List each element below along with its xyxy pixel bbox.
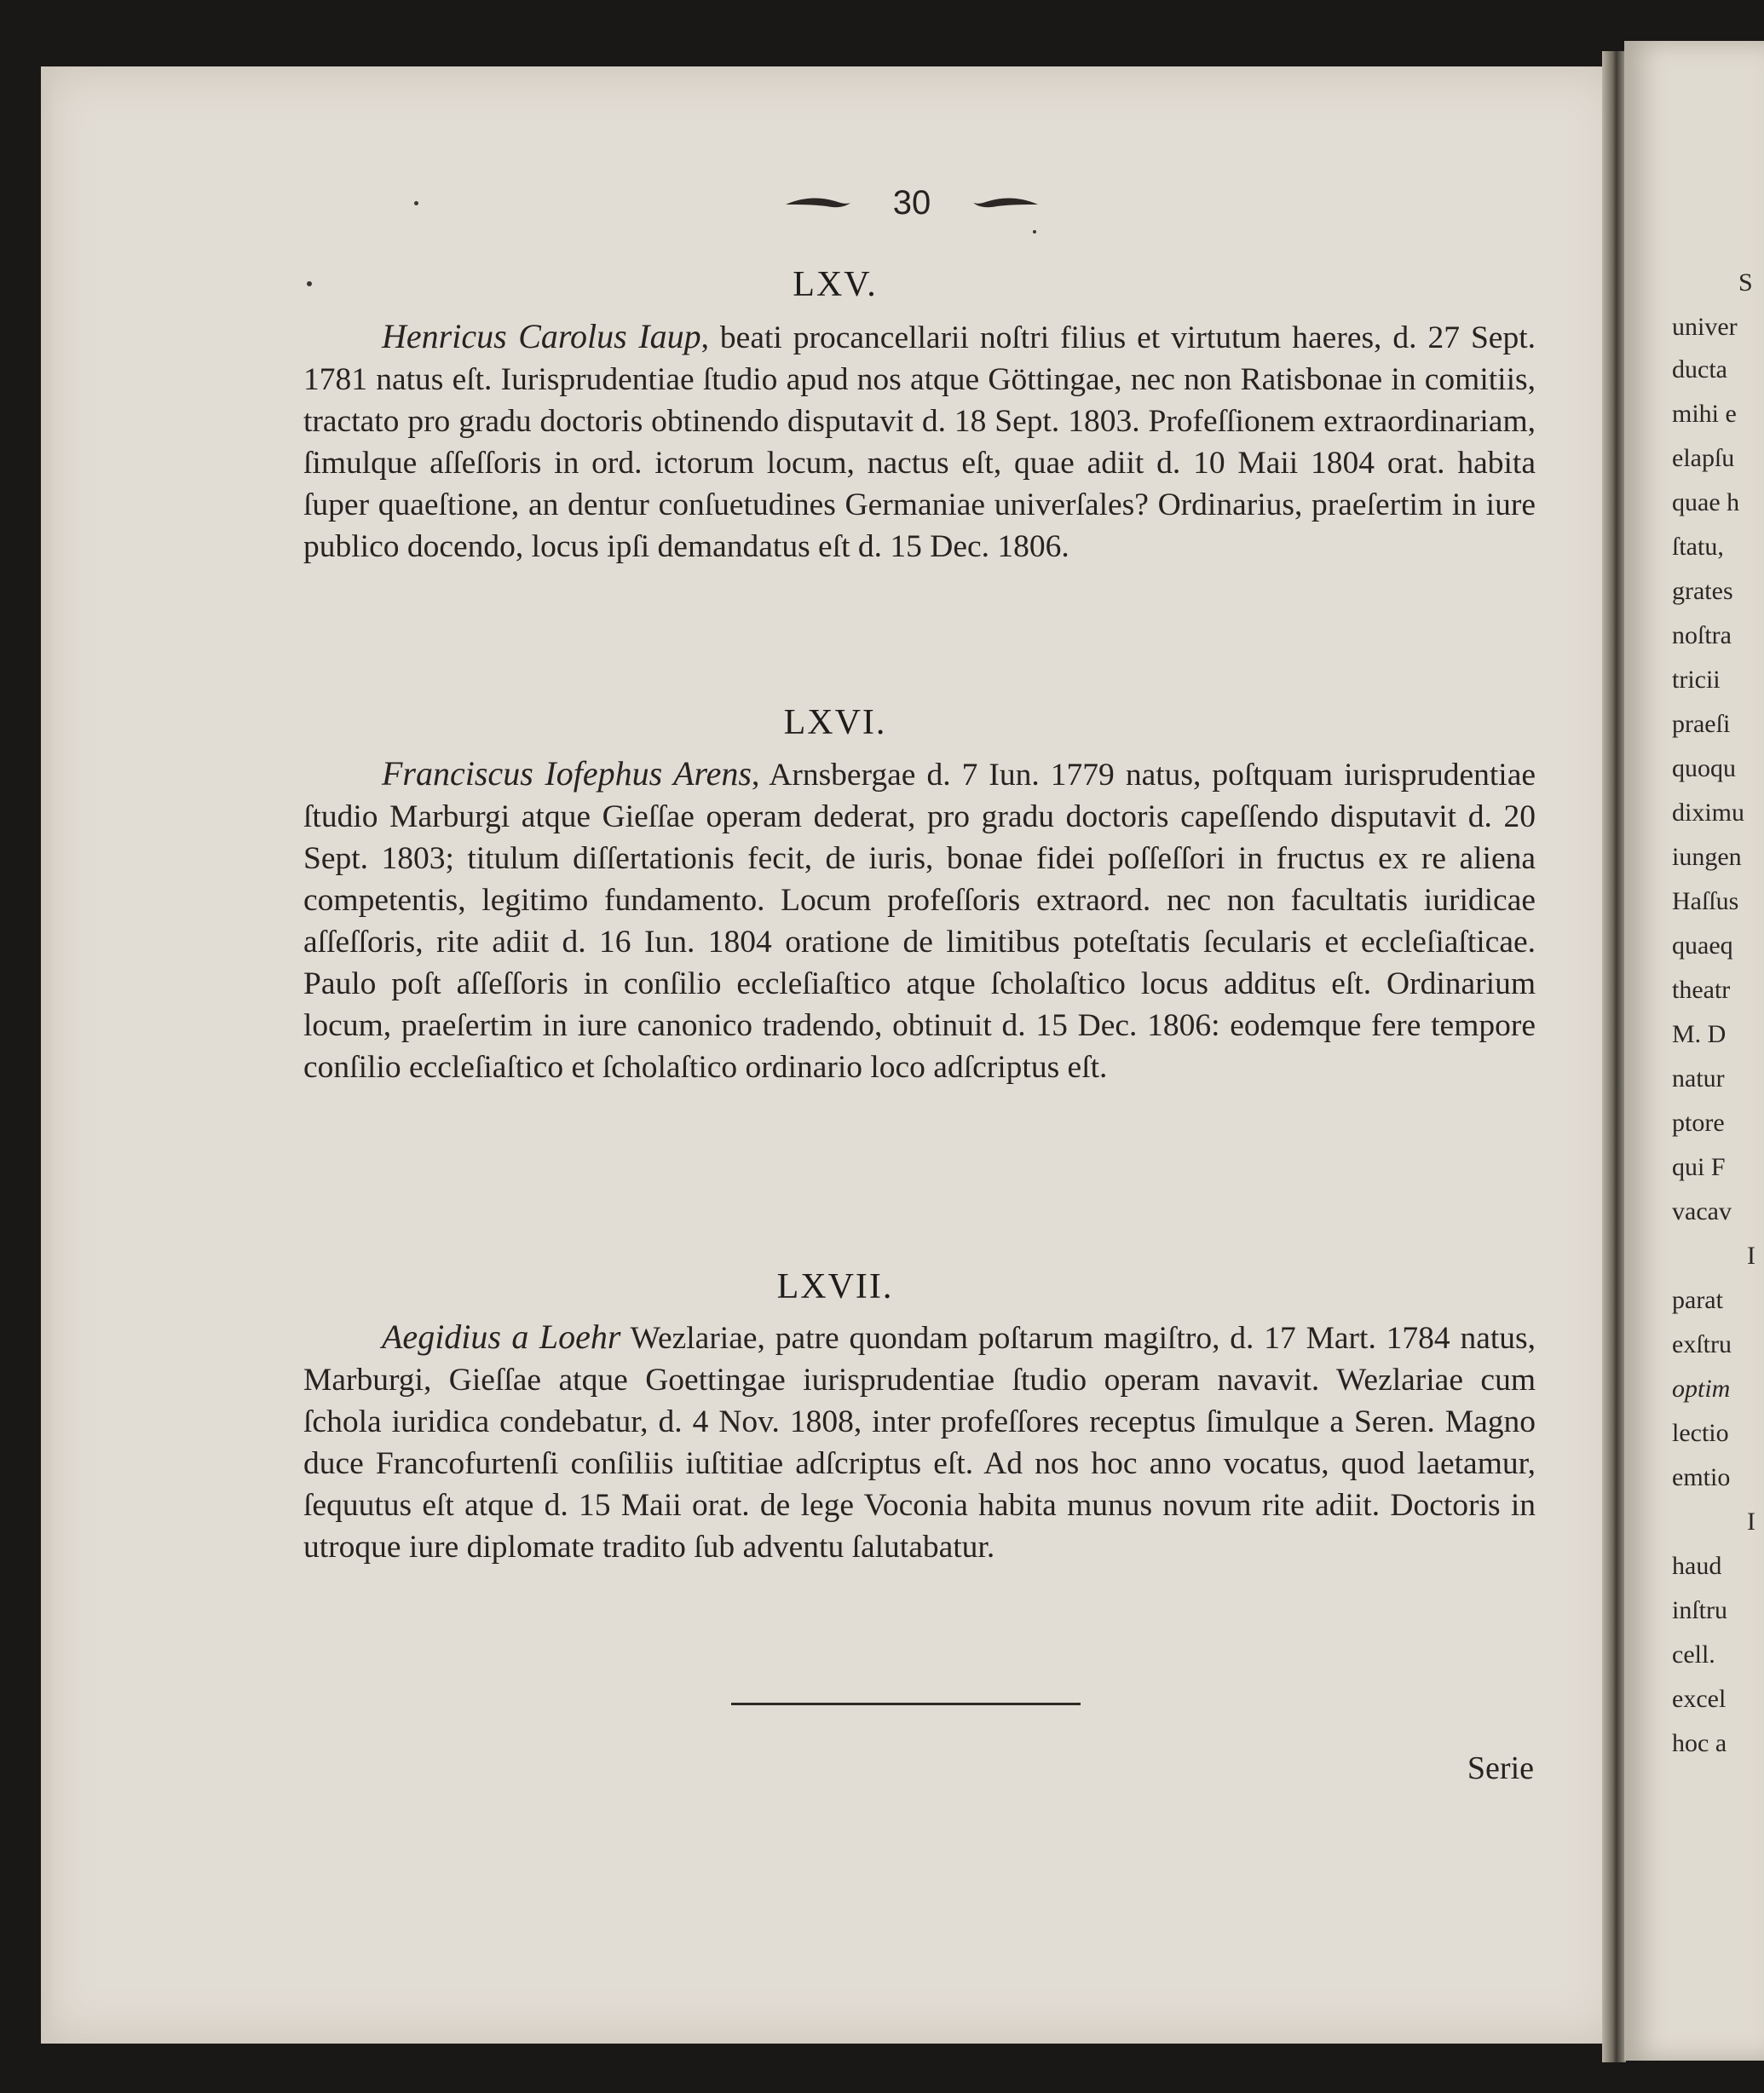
facing-line: grates <box>1672 577 1733 605</box>
person-name: Henricus Carolus Iaup <box>382 317 701 355</box>
facing-line: mihi e <box>1672 400 1737 428</box>
left-ornament-icon <box>784 194 852 211</box>
ink-speck <box>307 281 312 286</box>
facing-line: ſtatu, <box>1672 533 1724 561</box>
paragraph-text: , beati procancellarii noſtri filius et virtutum haeres, d. 27 Sept. 1781 natus eſt. Iurisprudentiae ſtudio apud nos atque Göttingae, nec non Ratisbonae in comitiis, tractato pro gradu doctoris obtinendo disputavit d. 18 Sept. 1803. Profeſſionem extraordinariam, ſimulque aſſeſſoris in ord. ictorum locum, nactus eſt, quae adiit d. 10 Maii 1804 orat. habita ſuper quaeſtione, an dentur conſuetudines Germaniae univerſales? Ordinarius, praeſertim in iure publico docendo, locus ipſi demandatus eſt d. 15 Dec. 1806. <box>303 320 1536 564</box>
book-gutter <box>1602 51 1626 2062</box>
paragraph-text: , Arnsbergae d. 7 Iun. 1779 natus, poſtquam iurisprudentiae ſtudio Marburgi atque Gieſſae operam dederat, pro gradu doctoris capeſſendo disputavit d. 20 Sept. 1803; titulum diſſertationis fecit, de iuris, bonae fidei poſſeſſori in fructus ex re aliena competentis, legitimo fundamento. Locum profeſſoris extraord. nec non facultatis iuridicae aſſeſſoris, rite adiit d. 16 Iun. 1804 oratione de limitibus poteſtatis ſecularis et eccleſiaſticae. Paulo poſt aſſeſſoris in conſilio eccleſiaſtico atque ſcholaſtico locus additus eſt. Ordinarium locum, praeſertim in iure canonico tradendo, obtinuit d. 15 Dec. 1806: eodemque fere tempore conſilio eccleſiaſtico et ſcholaſtico ordinario loco adſcriptus eſt. <box>303 758 1536 1085</box>
facing-line: hoc a <box>1672 1729 1727 1757</box>
section-paragraph <box>303 315 1536 568</box>
person-name: Franciscus Iofephus Arens <box>382 754 752 793</box>
catchword: Serie <box>1467 1750 1534 1786</box>
facing-line: quoqu <box>1672 754 1736 782</box>
facing-line: tricii <box>1672 666 1721 694</box>
facing-line: iungen <box>1672 843 1742 871</box>
section-paragraph <box>303 752 1536 1088</box>
facing-line: cell. <box>1672 1640 1715 1669</box>
facing-line: natur <box>1672 1064 1725 1093</box>
facing-line: theatr <box>1672 976 1731 1004</box>
ink-speck <box>1033 230 1036 234</box>
facing-line: qui F <box>1672 1153 1726 1181</box>
facing-line: ptore <box>1672 1109 1725 1137</box>
facing-line: Haſſus <box>1672 887 1739 915</box>
facing-line: lectio <box>1672 1419 1729 1447</box>
facing-line: haud <box>1672 1552 1722 1580</box>
section-heading: LXV. <box>793 265 878 304</box>
facing-line: quaeq <box>1672 931 1733 960</box>
section-paragraph <box>303 1316 1536 1568</box>
facing-line: inſtru <box>1672 1596 1727 1624</box>
facing-line: M. D <box>1672 1020 1727 1048</box>
facing-line: emtio <box>1672 1463 1731 1491</box>
facing-line: ducta <box>1672 355 1727 383</box>
facing-line: S <box>1738 268 1753 297</box>
facing-line: I <box>1747 1508 1755 1536</box>
facing-line: univer <box>1672 313 1738 341</box>
facing-line: noſtra <box>1672 621 1732 649</box>
facing-line: exſtru <box>1672 1330 1732 1358</box>
ink-speck <box>414 201 418 205</box>
facing-line: quae h <box>1672 488 1740 516</box>
running-header <box>0 177 1764 228</box>
facing-line: I <box>1747 1242 1755 1270</box>
end-rule <box>731 1703 1081 1705</box>
facing-line: vacav <box>1672 1197 1732 1225</box>
facing-line: parat <box>1672 1286 1723 1314</box>
section-heading: LXVII. <box>776 1267 894 1306</box>
page-number: 30 <box>892 184 931 222</box>
paragraph-text: Wezlariae, patre quondam poſtarum magiſtro, d. 17 Mart. 1784 natus, Marburgi, Gieſſae atque Goettingae iurisprudentiae ſtudio operam navavit. Wezlariae cum ſchola iuridica condebatur, d. 4 Nov. 1808, inter profeſſores receptus ſimulque a Seren. Magno duce Francofurtenſi conſiliis iuſtitiae adſcriptus eſt. Ad nos hoc anno vocatus, quod laetamur, ſequutus eſt atque d. 15 Maii orat. de lege Voconia habita munus novum rite adiit. Doctoris in utroque iure diplomate tradito ſub adventu ſalutabatur. <box>303 1321 1536 1565</box>
right-ornament-icon <box>971 194 1040 211</box>
facing-line: diximu <box>1672 799 1745 827</box>
facing-line: elapſu <box>1672 444 1735 472</box>
section-heading: LXVI. <box>783 703 887 742</box>
person-name: Aegidius a Loehr <box>382 1317 621 1356</box>
facing-line: praeſi <box>1672 710 1731 738</box>
facing-line: excel <box>1672 1685 1727 1713</box>
facing-line: optim <box>1672 1375 1731 1403</box>
